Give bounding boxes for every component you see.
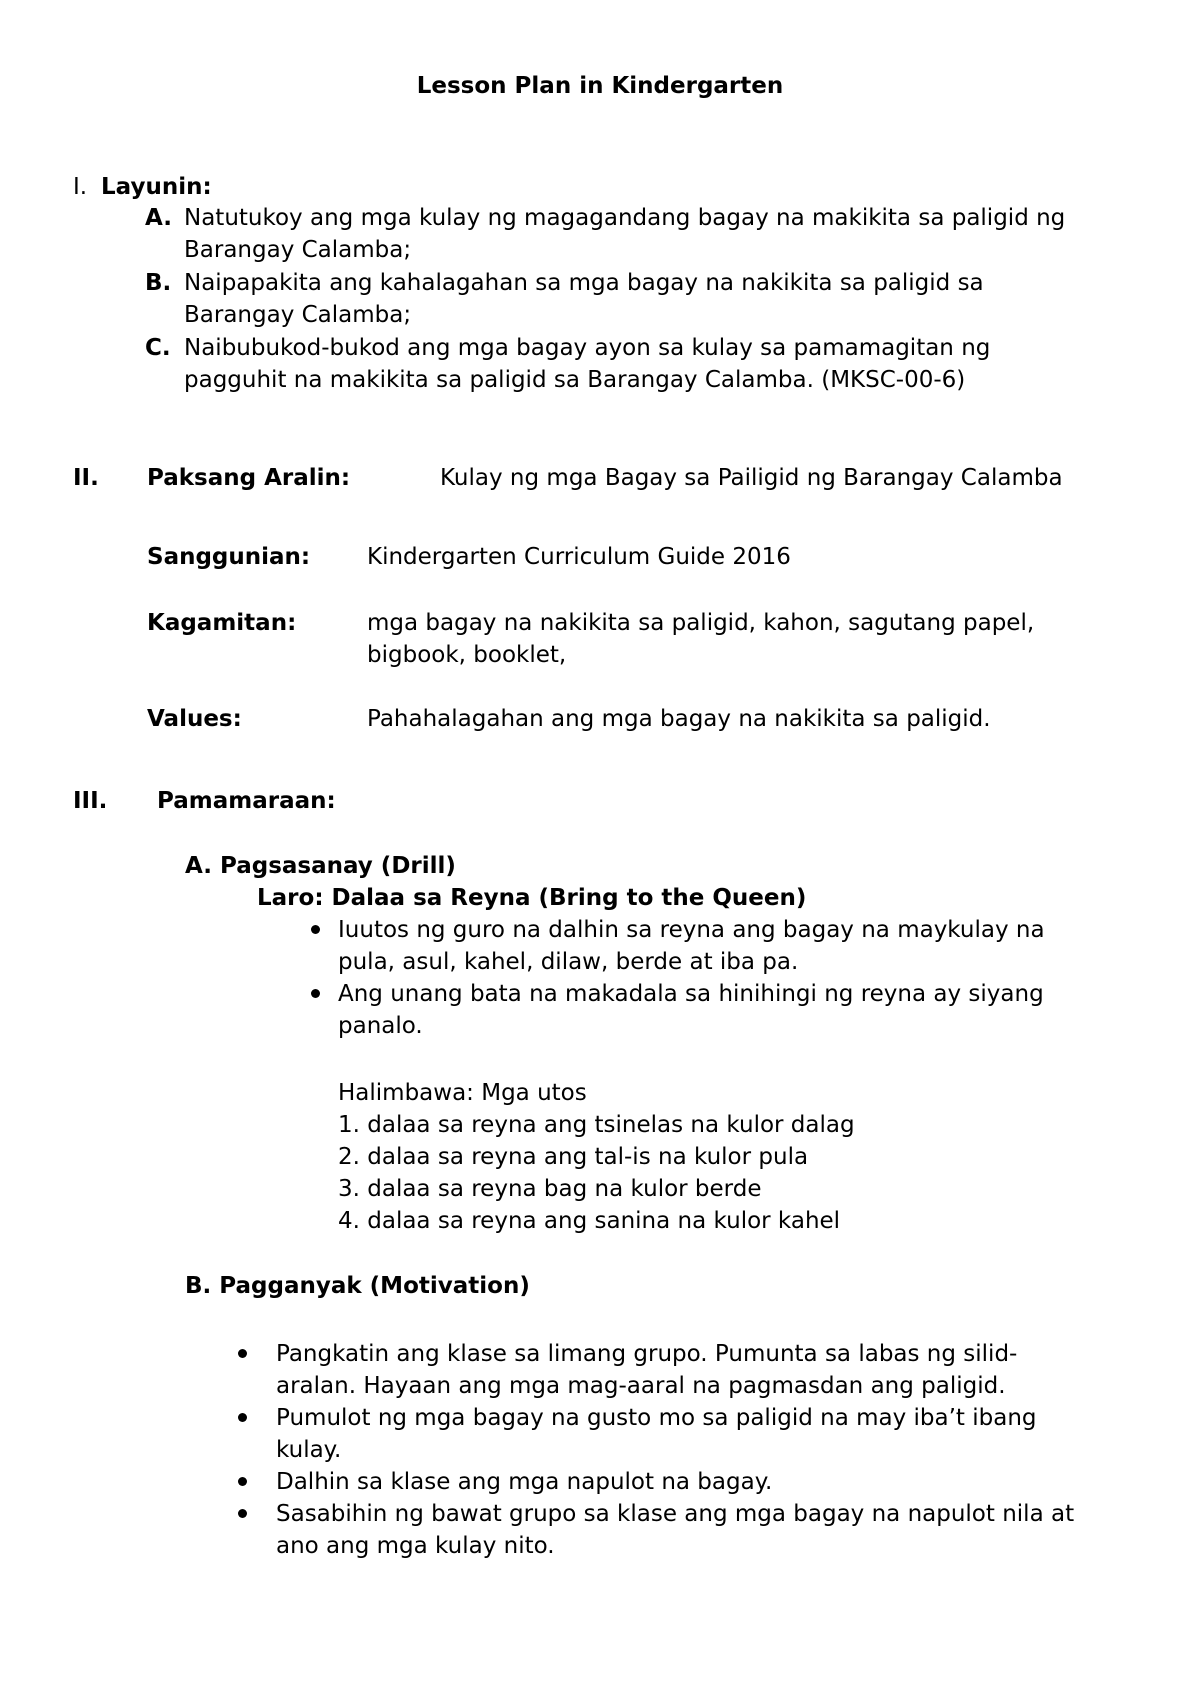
drill-bullet-1-line-1: Iuutos ng guro na dalhin sa reyna ang bagay na maykulay na: [338, 917, 1045, 943]
motivation-bullet-4-line-2: ano ang mga kulay nito.: [276, 1533, 555, 1559]
objective-b-line-2: Barangay Calamba;: [184, 302, 412, 328]
sanggunian-label: Sanggunian:: [147, 544, 311, 570]
values-label: Values:: [147, 706, 242, 732]
bullet-dot: [311, 989, 320, 998]
bullet-dot: [238, 1413, 247, 1422]
sanggunian-value: Kindergarten Curriculum Guide 2016: [367, 544, 791, 570]
motivation-bullet-4-line-1: Sasabihin ng bawat grupo sa klase ang mga bagay na napulot nila at: [276, 1501, 1075, 1527]
kagamitan-value-line-1: mga bagay na nakikita sa paligid, kahon, sagutang papel,: [367, 610, 1035, 636]
game-title: Laro: Dalaa sa Reyna (Bring to the Queen): [257, 885, 807, 911]
drill-bullet-2-line-2: panalo.: [338, 1013, 423, 1039]
motivation-bullet-3-line-1: Dalhin sa klase ang mga napulot na bagay.: [276, 1469, 773, 1495]
part-a-heading: A. Pagsasanay (Drill): [185, 853, 456, 879]
objective-a-line-2: Barangay Calamba;: [184, 237, 412, 263]
bullet-dot: [238, 1509, 247, 1518]
example-label: Halimbawa: Mga utos: [338, 1080, 587, 1106]
section-2-numeral: II.: [73, 465, 99, 491]
bullet-dot: [238, 1477, 247, 1486]
motivation-bullet-1-line-1: Pangkatin ang klase sa limang grupo. Pumunta sa labas ng silid-: [276, 1341, 1018, 1367]
objective-c-letter: C.: [145, 335, 171, 361]
bullet-dot: [311, 925, 320, 934]
section-3-numeral: III.: [73, 788, 108, 814]
objective-c-line-2: pagguhit na makikita sa paligid sa Barangay Calamba. (MKSC-00-6): [184, 367, 966, 393]
section-3-heading: Pamamaraan:: [157, 788, 336, 814]
document-title: Lesson Plan in Kindergarten: [416, 73, 784, 99]
drill-bullet-1-line-2: pula, asul, kahel, dilaw, berde at iba pa.: [338, 949, 799, 975]
objective-a-letter: A.: [145, 205, 172, 231]
section-1-heading: Layunin:: [101, 174, 212, 200]
values-value: Pahahalagahan ang mga bagay na nakikita sa paligid.: [367, 706, 991, 732]
command-4: 4. dalaa sa reyna ang sanina na kulor kahel: [338, 1208, 841, 1234]
drill-bullet-2-line-1: Ang unang bata na makadala sa hinihingi ng reyna ay siyang: [338, 981, 1044, 1007]
command-2: 2. dalaa sa reyna ang tal-is na kulor pula: [338, 1144, 809, 1170]
objective-a-line-1: Natutukoy ang mga kulay ng magagandang bagay na makikita sa paligid ng: [184, 205, 1066, 231]
part-b-heading: B. Pagganyak (Motivation): [185, 1273, 530, 1299]
kagamitan-label: Kagamitan:: [147, 610, 297, 636]
objective-b-letter: B.: [145, 270, 172, 296]
motivation-bullet-2-line-2: kulay.: [276, 1437, 342, 1463]
section-1-numeral: I.: [73, 174, 88, 200]
topic-value: Kulay ng mga Bagay sa Pailigid ng Barangay Calamba: [440, 465, 1063, 491]
command-1: 1. dalaa sa reyna ang tsinelas na kulor dalag: [338, 1112, 855, 1138]
motivation-bullet-2-line-1: Pumulot ng mga bagay na gusto mo sa paligid na may iba’t ibang: [276, 1405, 1037, 1431]
bullet-dot: [238, 1349, 247, 1358]
section-2-heading: Paksang Aralin:: [147, 465, 351, 491]
objective-c-line-1: Naibubukod-bukod ang mga bagay ayon sa kulay sa pamamagitan ng: [184, 335, 991, 361]
motivation-bullet-1-line-2: aralan. Hayaan ang mga mag-aaral na pagmasdan ang paligid.: [276, 1373, 1006, 1399]
command-3: 3. dalaa sa reyna bag na kulor berde: [338, 1176, 762, 1202]
kagamitan-value-line-2: bigbook, booklet,: [367, 642, 567, 668]
objective-b-line-1: Naipapakita ang kahalagahan sa mga bagay na nakikita sa paligid sa: [184, 270, 984, 296]
